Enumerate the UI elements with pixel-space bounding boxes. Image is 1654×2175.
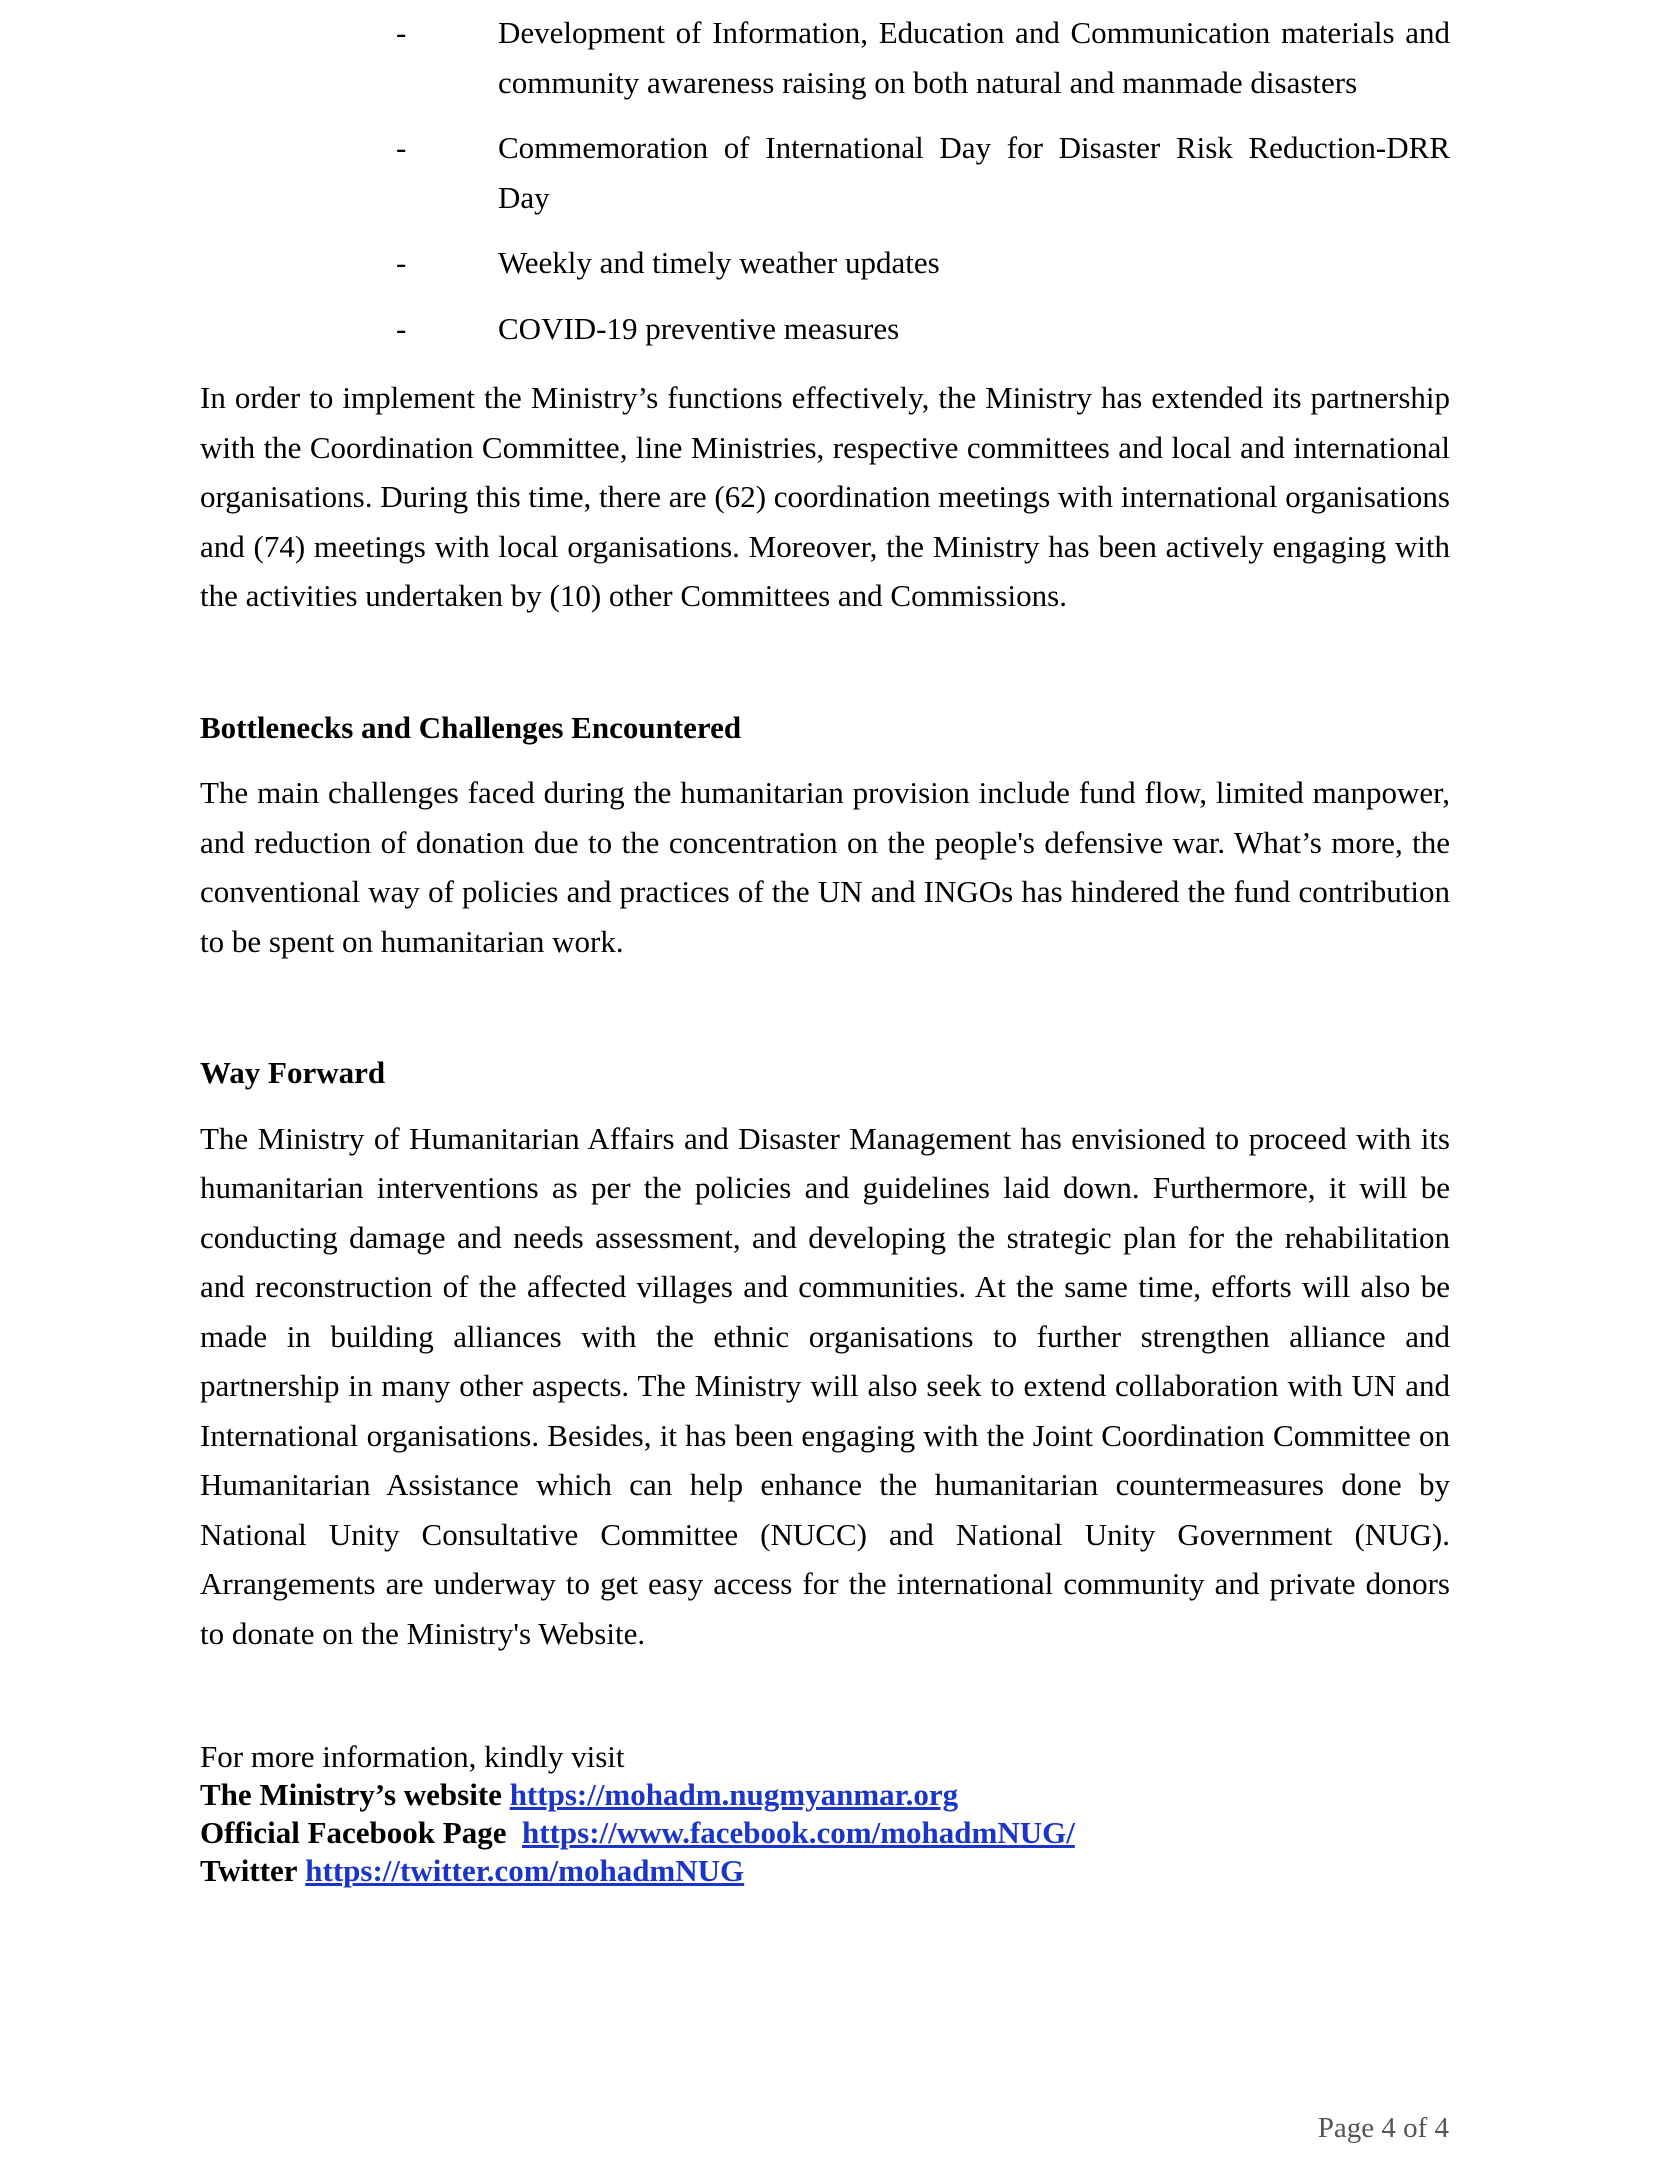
list-item-text: Development of Information, Education and Communication materials and community awareness raising on both natural and manmade disasters [498, 15, 1450, 100]
twitter-link[interactable]: https://twitter.com/mohadmNUG [305, 1853, 745, 1888]
list-item-text: COVID-19 preventive measures [498, 310, 900, 346]
twitter-row [200, 1852, 1450, 1890]
challenges-paragraph: The main challenges faced during the humanitarian provision include fund flow, limited manpower, and reduction of donation due to the concentration on the people's defensive war. What’s more, the conventional way of policies and practices of the UN and INGOs has hindered the fund contribution to be spent on humanitarian work. [200, 775, 1450, 959]
page-number: Page 4 of 4 [1317, 2112, 1449, 2144]
challenges-heading: Bottlenecks and Challenges Encountered [200, 709, 742, 745]
facebook-link[interactable]: https://www.facebook.com/mohadmNUG/ [522, 1815, 1075, 1850]
bullet-marker: - [396, 245, 407, 280]
facebook-label: Official Facebook Page [200, 1815, 507, 1850]
website-link[interactable]: https://mohadm.nugmyanmar.org [509, 1777, 959, 1812]
contact-intro: For more information, kindly visit [200, 1739, 625, 1774]
twitter-label: Twitter [200, 1853, 298, 1888]
bullet-marker: - [396, 130, 407, 165]
list-item-text: Commemoration of International Day for Disaster Risk Reduction-DRR Day [498, 130, 1450, 215]
list-item [200, 123, 1450, 222]
list-item [200, 238, 1450, 288]
partnership-paragraph: In order to implement the Ministry’s functions effectively, the Ministry has extended its partnership with the Coordination Committee, line Ministries, respective committees and local and international organisations. During this time, there are (62) coordination meetings with international organisations and (74) meetings with local organisations. Moreover, the Ministry has been actively engaging with the activities undertaken by (10) other Committees and Commissions. [200, 380, 1450, 613]
page-content [200, 8, 1450, 1890]
list-item-text: Weekly and timely weather updates [498, 245, 940, 280]
bullet-list [200, 8, 1450, 353]
way-forward-paragraph: The Ministry of Humanitarian Affairs and Disaster Management has envisioned to proceed with its humanitarian interventions as per the policies and guidelines laid down. Furthermore, it will be conducting damage and needs assessment, and developing the strategic plan for the rehabilitation and reconstruction of the affected villages and communities. At the same time, efforts will also be made in building alliances with the ethnic organisations to further strengthen alliance and partnership in many other aspects. The Ministry will also seek to extend collaboration with UN and International organisations. Besides, it has been engaging with the Joint Coordination Committee on Humanitarian Assistance which can help enhance the humanitarian countermeasures done by National Unity Consultative Committee (NUCC) and National Unity Government (NUG). Arrangements are underway to get easy access for the international community and private donors to donate on the Ministry's Website. [200, 1120, 1450, 1651]
bullet-marker: - [396, 15, 407, 50]
facebook-row [200, 1814, 1450, 1852]
list-item [200, 8, 1450, 107]
bullet-marker: - [396, 310, 407, 346]
contact-block [200, 1738, 1450, 1890]
list-item [200, 304, 1450, 354]
way-forward-heading: Way Forward [200, 1055, 386, 1090]
website-row [200, 1776, 1450, 1814]
website-label: The Ministry’s website [200, 1777, 502, 1812]
